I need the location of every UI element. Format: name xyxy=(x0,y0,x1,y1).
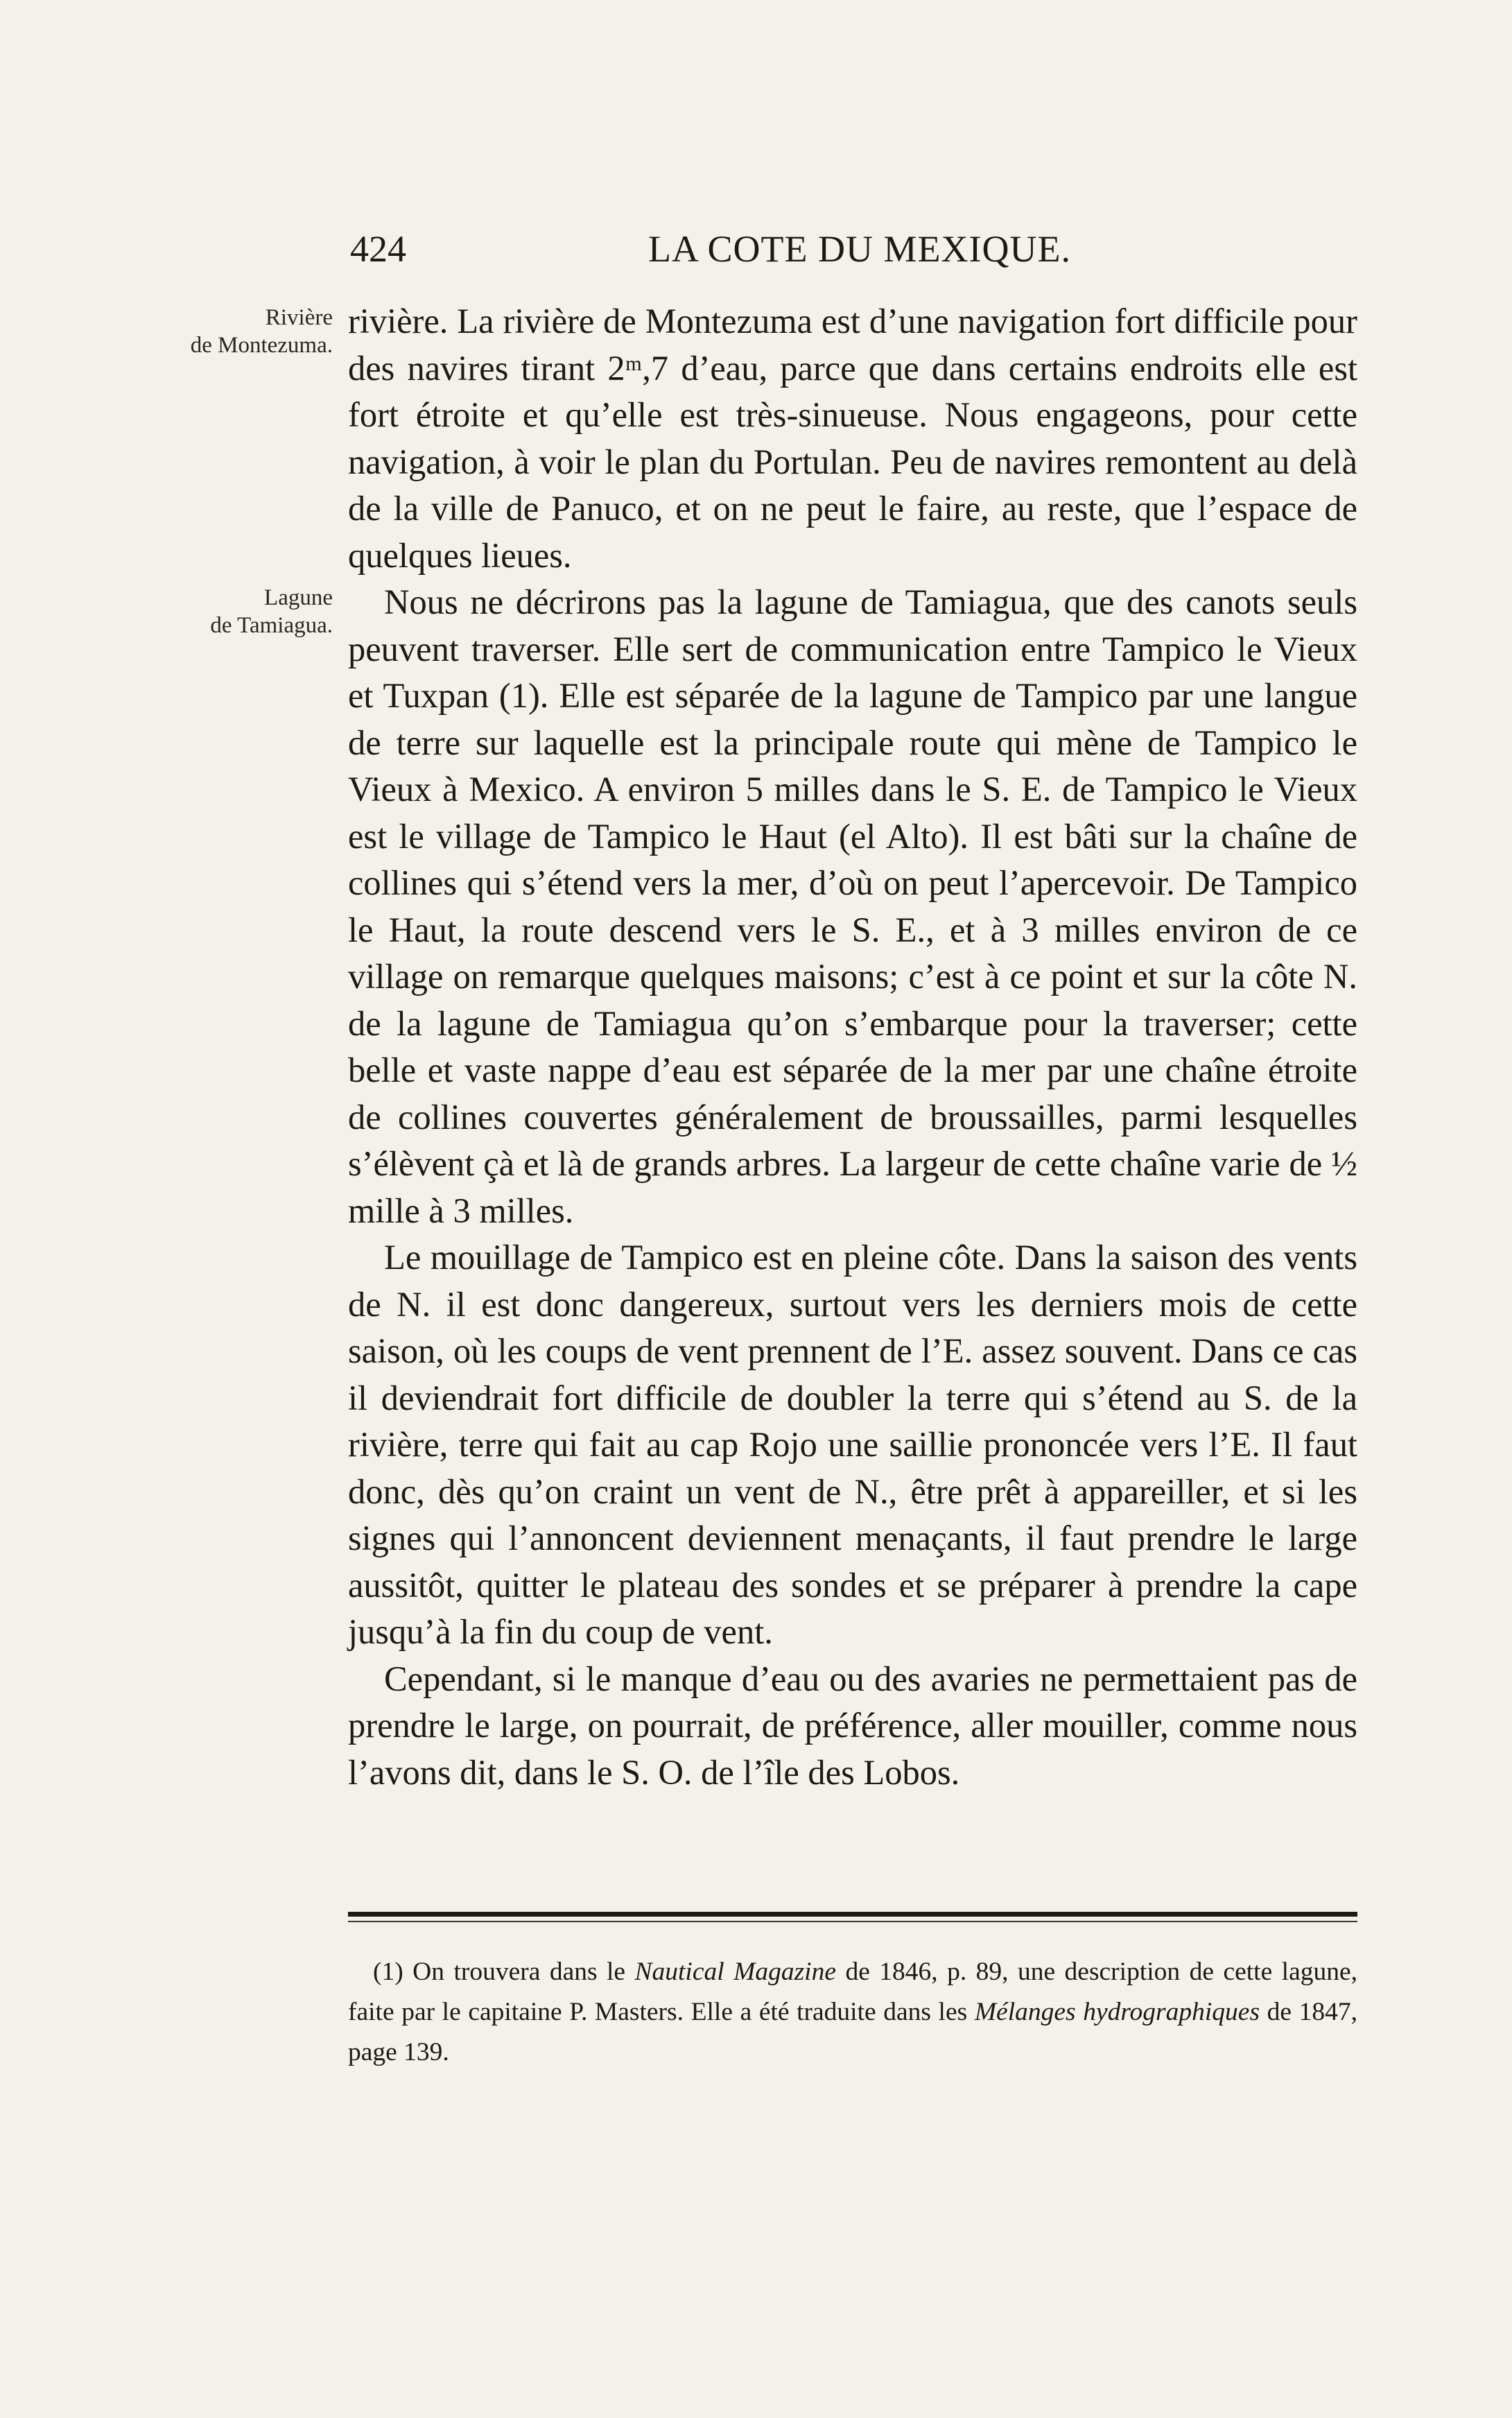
paragraph: Le mouillage de Tampico est en pleine côte. Dans la saison des vents de N. il est donc dangereux, surtout vers les derniers mois de cette saison, où les coups de vent prennent de l’E. assez souvent. Dans ce cas il deviendrait fort difficile de doubler la terre qui s’étend au S. de la rivière, terre qui fait au cap Rojo une saillie prononcée vers l’E. Il faut donc, dès qu’on craint un vent de N., être prêt à appareiller, et si les signes qui l’annoncent deviennent menaçants, il faut prendre le large aussitôt, quitter le plateau des sondes et se préparer à prendre la cape jusqu’à la fin du coup de vent. xyxy=(348,1238,1357,1651)
running-title: LA COTE DU MEXIQUE. xyxy=(648,228,1071,270)
footnote-italic: Nautical Magazine xyxy=(634,1958,836,1986)
paragraph: rivière. La rivière de Montezuma est d’une navigation fort difficile pour des navires tirant 2ᵐ,7 d’eau, parce que dans certains endroits elle est fort étroite et qu’elle est très-sinueuse. Nous engageons, pour cette navigation, à voir le plan du Portulan. Peu de navires remontent au delà de la ville de Panuco, et on ne peut le faire, au reste, que l’espace de quelques lieues. xyxy=(348,302,1357,575)
footnote-divider-thin xyxy=(348,1921,1357,1922)
margin-note-line: Lagune xyxy=(264,585,333,610)
footnote-italic: Mélanges hydrographiques xyxy=(974,1998,1260,2026)
margin-note-lagune xyxy=(97,584,333,639)
footnote-divider xyxy=(348,1912,1357,1917)
paragraph: Cependant, si le manque d’eau ou des avaries ne permettaient pas de prendre le large, on pourrait, de préférence, aller mouiller, comme nous l’avons dit, dans le S. O. de l’île des Lobos. xyxy=(348,1659,1357,1792)
page-number: 424 xyxy=(350,228,406,270)
margin-note-line: de Tamiagua. xyxy=(210,613,333,638)
footnote-part: On trouvera dans le xyxy=(403,1958,635,1986)
margin-note-line: de Montezuma. xyxy=(190,333,333,358)
footnote-part: de 1846, p. 89, une description de cette lagune, faite par le capitaine P. Masters. Elle a été traduite dans les xyxy=(348,1958,1357,2026)
footnote xyxy=(348,1952,1357,2073)
paragraph: Nous ne décrirons pas la lagune de Tamiagua, que des canots seuls peuvent traverser. Elle sert de communication entre Tampico le Vieux et Tuxpan (1). Elle est séparée de la lagune de Tampico par une langue de terre sur laquelle est la principale route qui mène de Tampico le Vieux à Mexico. A environ 5 milles dans le S. E. de Tampico le Vieux est le village de Tampico le Haut (el Alto). Il est bâti sur la chaîne de collines qui s’étend vers la mer, d’où on peut l’apercevoir. De Tampico le Haut, la route descend vers le S. E., et à 3 milles environ de ce village on remarque quelques maisons; c’est à ce point et sur la côte N. de la lagune de Tamiagua qu’on s’embarque pour la traverser; cette belle et vaste nappe d’eau est séparée de la mer par une chaîne étroite de collines couvertes généralement de broussailles, parmi lesquelles s’élèvent çà et là de grands arbres. La largeur de cette chaîne varie de ½ mille à 3 milles. xyxy=(348,582,1357,1230)
running-header xyxy=(350,227,1355,283)
footnote-marker: (1) xyxy=(373,1958,403,1986)
margin-note-line: Rivière xyxy=(265,305,333,330)
main-text xyxy=(348,298,1357,1796)
footnote-part: de 1847, page 139. xyxy=(348,1998,1357,2066)
margin-note-riviere xyxy=(97,304,333,359)
footnote-text xyxy=(348,1952,1357,2073)
